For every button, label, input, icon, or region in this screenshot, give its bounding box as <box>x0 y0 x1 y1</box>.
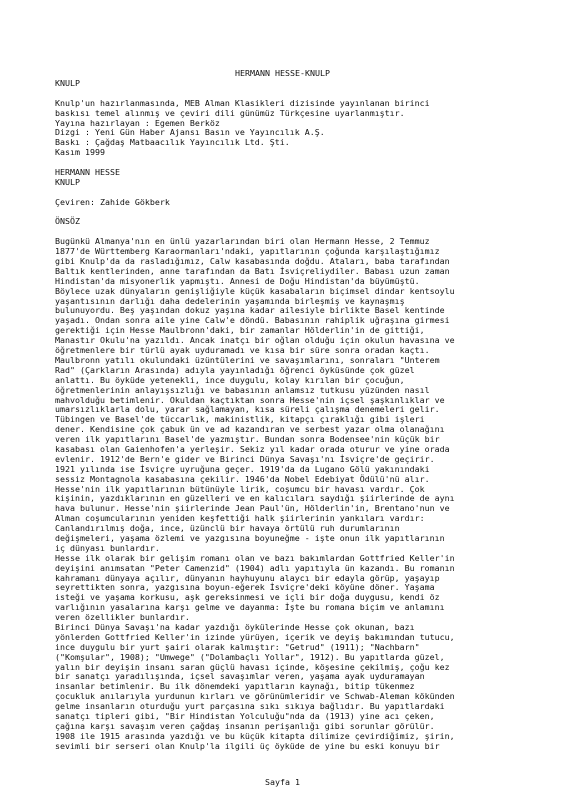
page-footer: Sayfa 1 <box>265 777 300 787</box>
text-line: hava bulunur. Hesse'nin şiirlerinde Jean Paul'ün, Hölderlin'in, Brentano'nun ve <box>55 503 450 514</box>
text-line: Çeviren: Zahide Gökberk <box>55 196 170 207</box>
text-line: sessiz Montagnola kasabasına çekilir. 1946'da Nobel Edebiyat Ödülü'nü alır. <box>55 473 430 484</box>
text-line: anlattı. Bu öyküde yetenekli, ince duygulu, kolay kırılan bir çocuğun, <box>55 374 405 385</box>
text-line: Canlandırılmış doğa, ince, üzünclü bir havaya örtülü ruh durumlarının <box>55 523 400 534</box>
text-line: Hesse ilk olarak bir gelişim romanı olan ve bazı bakımlardan Gottfried Keller'in <box>55 552 455 563</box>
text-line: Kasım 1999 <box>55 147 105 158</box>
text-line: Hindistan'da misyonerlik yapmıştı. Annesi de Doğu Hindistan'da büyümüştü. <box>55 275 420 286</box>
text-line: Böylece uzak dünyaların genişliğiyle küçük kasabaların biçimsel dindar kentsoylu <box>55 285 455 296</box>
text-line: kasabası olan Gaienhofen'a yerleşir. Sekiz yıl kadar orada oturur ve yine orada <box>55 443 450 454</box>
text-line: öğretmenlerinin anlayışsızlığı ve babasının anlamsız tutkusu yüzünden nasıl <box>55 384 430 395</box>
text-line: seyrettikten sonra, yazgısına boyun-eğerek İsviçre'deki köyüne döner. Yaşama <box>55 582 435 593</box>
text-line: veren özellikler bunlardır. <box>55 612 190 623</box>
text-line: değişmeleri, yaşama özlemi ve yazgısına boyuneğme - işte onun ilk yapıtlarının <box>55 532 445 543</box>
text-line: yalın bir deyişin insanı saran güçlü havası içinde, köşesine çekilmiş, çoğu kez <box>55 661 450 672</box>
blank-line <box>55 208 560 218</box>
blank-line <box>55 158 560 168</box>
text-line: sevimli bir serseri olan Knulp'la ilgili üç öyküde de yine bu eski konuyu bir <box>55 740 440 751</box>
text-line: Rad" (Çarkların Arasında) adıyla yayınladığı öğrenci öyküsünde çok güzel <box>55 364 415 375</box>
text-line: Knulp'un hazırlanmasında, MEB Alman Klasikleri dizisinde yayınlanan birinci <box>55 97 430 108</box>
text-line: Manastır Okulu'na yazıldı. Ancak inatçı bir oğlan olduğu için okulun havasına ve <box>55 335 455 346</box>
text-line: evlenir. 1912'de Bern'e gider ve Birinci Dünya Savaşı'nı İsviçre'de geçirir. <box>55 453 435 464</box>
text-line: yönlerden Gottfried Keller'in izinde yürüyen, içerik ve deyiş bakımından tutucu, <box>55 631 455 642</box>
text-line: kişinin, yazdıklarının en güzelleri ve en kalıcıları saydığı şiirlerinde de aynı <box>55 493 455 504</box>
text-line: isteği ve yaşama korkusu, aşk gereksinmesi ve içli bir doğa duygusu, kendi öz <box>55 592 440 603</box>
text-line: umarsızlıklarla dolu, yarar sağlamayan, kısa süreli çalışma denemeleri gelir. <box>55 404 440 415</box>
text-line: insanlar betimlenir. Bu ilk dönemdeki yapıtların kaynağı, bitip tükenmez <box>55 681 415 692</box>
text-line: ÖNSÖZ <box>55 216 80 227</box>
text-line: Hesse'nin ilk yapıtlarının bütünüyle lirik, coşumcu bir havası vardır. Çok <box>55 483 425 494</box>
text-line: HERMANN HESSE <box>55 167 120 178</box>
text-line: varlığının yasalarına karşı gelme ve dayanma: İşte bu romana biçim ve anlamını <box>55 602 445 613</box>
text-line: yaşadı. Ondan sonra aile yine Calw'e döndü. Babasının rahiplik uğraşına girmesi <box>55 315 450 326</box>
text-line: baskısı temel alınmış ve çeviri dili günümüz Türkçesine uyarlanmıştır. <box>55 107 405 118</box>
text-line: Dizgi : Yeni Gün Haber Ajansı Basın ve Yayıncılık A.Ş. <box>55 127 325 138</box>
text-line: gibi Knulp'da da rasladığımız, Calw kasabasında doğdu. Ataları, baba tarafından <box>55 256 450 267</box>
text-line: çağına karşı savaşım veren çağdaş insanın perişanlığı gibi sorunlar görülür. <box>55 720 435 731</box>
text-line: ince duygulu bir yurt şairi olarak kalmıştır: "Getrud" (1911); "Nachbarn" <box>55 641 420 652</box>
text-line: veren ilk yapıtlarını Basel'de yazmıştır. Bundan sonra Bodensee'nin küçük bir <box>55 434 440 445</box>
text-line: gelme insanların oturduğu yurt parçasına sıkı sıkıya bağlıdır. Bu yapıtlardaki <box>55 701 445 712</box>
text-line: KNULP <box>55 176 80 187</box>
text-line: deyişini anımsatan "Peter Camenzid" (1904) adlı yapıtıyla ün kazandı. Bu romanın <box>55 562 455 573</box>
text-line: bir sanatçı yaradılışında, içsel savaşımlar veren, yaşama ayak uyduramayan <box>55 671 425 682</box>
text-line: bulunuyordu. Beş yaşından dokuz yaşına kadar ailesiyle birlikte Basel kentinde <box>55 305 445 316</box>
text-line: KNULP <box>55 78 80 88</box>
text-line: dener. Kendisine çok çabuk ün ve ad kazandıran ve serbest yazar olma olanağını <box>55 424 445 435</box>
page-header: HERMANN HESSE-KNULP <box>235 68 330 78</box>
text-line: Birinci Dünya Savaşı'na kadar yazdığı öykülerinde Hesse çok okunan, bazı <box>55 621 415 632</box>
text-line: ("Komşular", 1908); "Umwege" ("Dolambaçlı Yollar", 1912). Bu yapıtlarda güzel, <box>55 651 445 662</box>
text-line: kahramanı dünyaya açılır, dünyanın hayhuyunu alaycı bir edayla görüp, yaşayıp <box>55 572 440 583</box>
text-line: Yayına hazırlayan : Egemen Berköz <box>55 117 220 128</box>
text-line: Alman coşumcularının yeniden keşfettiği halk şiirlerinin yankıları vardır: <box>55 513 425 524</box>
text-line: 1908 ile 1915 arasında yazdığı ve bu küçük kitapta dilimize çevirdiğimiz, şirin, <box>55 730 455 741</box>
text-line: çocukluk anılarıyla yurdunun kırları ve görünümleridir ve Schwab-Aleman kökünden <box>55 691 455 702</box>
text-line: yaşantısının darlığı daha dedelerinin yaşamında birleşmiş ve kaynaşmış <box>55 295 405 306</box>
text-line: sanatçı tipleri gibi, "Bir Hindistan Yolculuğu"nda da (1913) yine acı çeken, <box>55 711 435 721</box>
text-line: iç dünyası bunlardır. <box>55 542 160 553</box>
text-line: 1921 yılında ise İsviçre uyruğuna geçer. 1919'da da Lugano Gölü yakınındaki <box>55 463 430 474</box>
text-line: 1877'de Württemberg Karaormanları'ndaki, yapıtlarının çoğunda karşılaştığımız <box>55 246 440 257</box>
text-line: Baskı : Çağdaş Matbaacılık Yayıncılık Ltd. Şti. <box>55 137 290 148</box>
text-line: Baltık kentlerinden, anne tarafından da Batı İsviçreliydiler. Babası uzun zaman <box>55 265 450 276</box>
text-line: mahvolduğu betimlenir. Okuldan kaçtıktan sonra Hesse'nin içsel şaşkınlıklar ve <box>55 394 445 405</box>
document-body <box>55 79 560 752</box>
text-line: Tübingen ve Basel'de tüccarlık, makinistlik, kitapçı çıraklığı gibi işleri <box>55 414 425 425</box>
text-line: Bugünkü Almanya'nın en ünlü yazarlarından biri olan Hermann Hesse, 2 Temmuz <box>55 236 430 247</box>
text-line: gerektiği için Hesse Maulbronn'daki, bir zamanlar Hölderlin'in de gittiği, <box>55 325 425 336</box>
text-line: öğretmenlere bir türlü ayak uyduramadı ve kısa bir süre sonra oradan kaçtı. <box>55 345 430 356</box>
text-line: Maulbronn yatılı okulundaki üzüntülerini ve savaşımlarını, sonraları "Unterem <box>55 354 440 365</box>
